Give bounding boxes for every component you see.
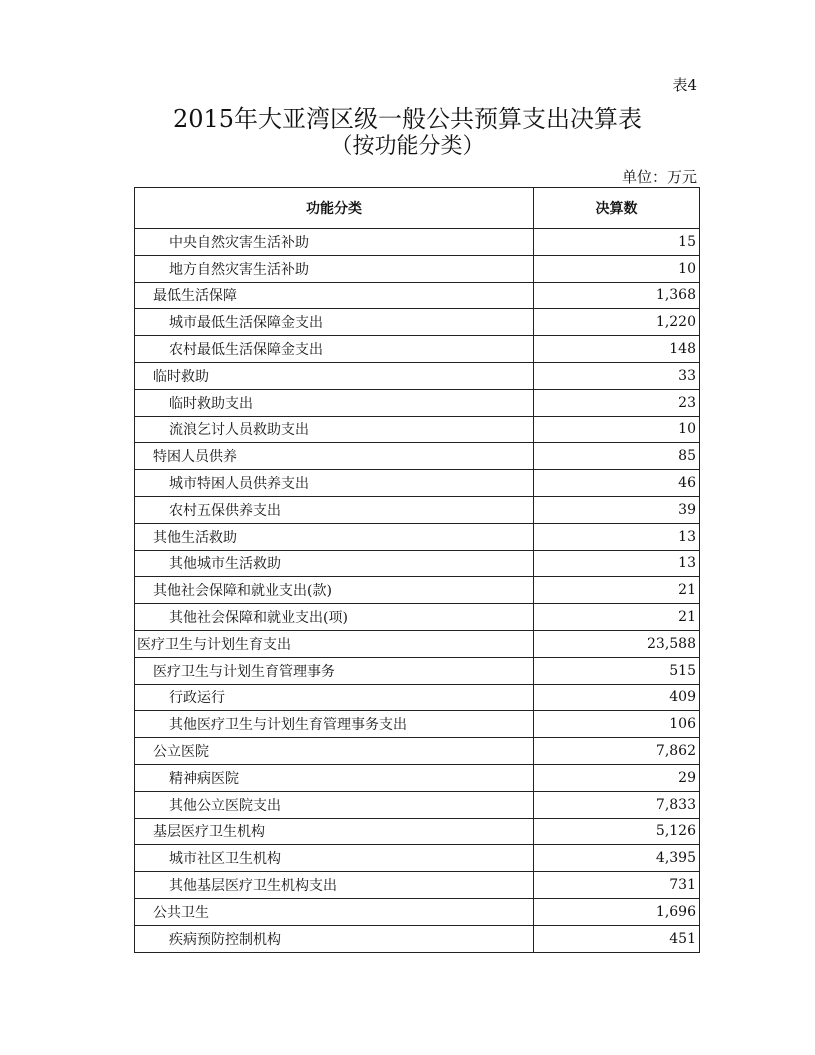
table-row xyxy=(135,523,700,550)
row-amount: 4,395 xyxy=(534,845,700,872)
row-category: 其他生活救助 xyxy=(135,523,534,550)
table-row xyxy=(135,684,700,711)
table-row xyxy=(135,577,700,604)
page-subtitle: （按功能分类） xyxy=(330,134,485,159)
row-category: 基层医疗卫生机构 xyxy=(135,818,534,845)
table-row xyxy=(135,309,700,336)
row-category: 行政运行 xyxy=(135,684,534,711)
row-amount: 5,126 xyxy=(534,818,700,845)
table-row xyxy=(135,416,700,443)
row-category: 公共卫生 xyxy=(135,898,534,925)
row-category: 临时救助支出 xyxy=(135,389,534,416)
row-category: 最低生活保障 xyxy=(135,282,534,309)
table-row xyxy=(135,898,700,925)
row-category: 精神病医院 xyxy=(135,764,534,791)
table-row xyxy=(135,711,700,738)
row-amount: 106 xyxy=(534,711,700,738)
row-amount: 13 xyxy=(534,523,700,550)
row-category: 中央自然灾害生活补助 xyxy=(135,229,534,256)
row-category: 医疗卫生与计划生育支出 xyxy=(135,630,534,657)
table-body xyxy=(135,229,700,953)
table-row xyxy=(135,229,700,256)
table-row xyxy=(135,282,700,309)
table-row xyxy=(135,630,700,657)
table-row xyxy=(135,336,700,363)
row-category: 公立医院 xyxy=(135,738,534,765)
row-category: 其他社会保障和就业支出(项) xyxy=(135,604,534,631)
row-category: 流浪乞讨人员救助支出 xyxy=(135,416,534,443)
row-amount: 10 xyxy=(534,416,700,443)
row-amount: 15 xyxy=(534,229,700,256)
table-row xyxy=(135,362,700,389)
page-title: 2015年大亚湾区级一般公共预算支出决算表 xyxy=(172,105,643,133)
table-row xyxy=(135,470,700,497)
row-category: 其他公立医院支出 xyxy=(135,791,534,818)
table-row xyxy=(135,818,700,845)
row-amount: 21 xyxy=(534,577,700,604)
row-category: 地方自然灾害生活补助 xyxy=(135,255,534,282)
table-row xyxy=(135,738,700,765)
table-row xyxy=(135,657,700,684)
row-category: 疾病预防控制机构 xyxy=(135,925,534,952)
table-row xyxy=(135,764,700,791)
row-amount: 1,696 xyxy=(534,898,700,925)
row-category: 城市最低生活保障金支出 xyxy=(135,309,534,336)
table-header-row xyxy=(135,188,700,229)
row-category: 医疗卫生与计划生育管理事务 xyxy=(135,657,534,684)
row-amount: 29 xyxy=(534,764,700,791)
table-row xyxy=(135,604,700,631)
table-row xyxy=(135,845,700,872)
table-row xyxy=(135,550,700,577)
row-amount: 85 xyxy=(534,443,700,470)
row-amount: 21 xyxy=(534,604,700,631)
budget-table xyxy=(134,187,700,953)
row-category: 其他医疗卫生与计划生育管理事务支出 xyxy=(135,711,534,738)
row-amount: 46 xyxy=(534,470,700,497)
unit-label: 单位：万元 xyxy=(621,168,697,186)
row-amount: 515 xyxy=(534,657,700,684)
row-category: 农村五保供养支出 xyxy=(135,496,534,523)
row-amount: 23,588 xyxy=(534,630,700,657)
row-amount: 148 xyxy=(534,336,700,363)
row-amount: 23 xyxy=(534,389,700,416)
row-category: 农村最低生活保障金支出 xyxy=(135,336,534,363)
table-row xyxy=(135,791,700,818)
row-amount: 7,833 xyxy=(534,791,700,818)
row-category: 其他城市生活救助 xyxy=(135,550,534,577)
row-amount: 1,368 xyxy=(534,282,700,309)
row-amount: 33 xyxy=(534,362,700,389)
row-amount: 39 xyxy=(534,496,700,523)
row-amount: 731 xyxy=(534,872,700,899)
row-amount: 13 xyxy=(534,550,700,577)
row-amount: 451 xyxy=(534,925,700,952)
table-row xyxy=(135,925,700,952)
row-category: 临时救助 xyxy=(135,362,534,389)
column-header-amount: 决算数 xyxy=(534,188,700,229)
table-row xyxy=(135,443,700,470)
row-category: 其他社会保障和就业支出(款) xyxy=(135,577,534,604)
table-number: 表4 xyxy=(672,76,697,94)
row-category: 其他基层医疗卫生机构支出 xyxy=(135,872,534,899)
row-amount: 409 xyxy=(534,684,700,711)
row-category: 特困人员供养 xyxy=(135,443,534,470)
table-row xyxy=(135,872,700,899)
column-header-category: 功能分类 xyxy=(135,188,534,229)
row-amount: 7,862 xyxy=(534,738,700,765)
row-amount: 1,220 xyxy=(534,309,700,336)
row-category: 城市特困人员供养支出 xyxy=(135,470,534,497)
table-row xyxy=(135,255,700,282)
table-row xyxy=(135,496,700,523)
table-row xyxy=(135,389,700,416)
row-category: 城市社区卫生机构 xyxy=(135,845,534,872)
row-amount: 10 xyxy=(534,255,700,282)
